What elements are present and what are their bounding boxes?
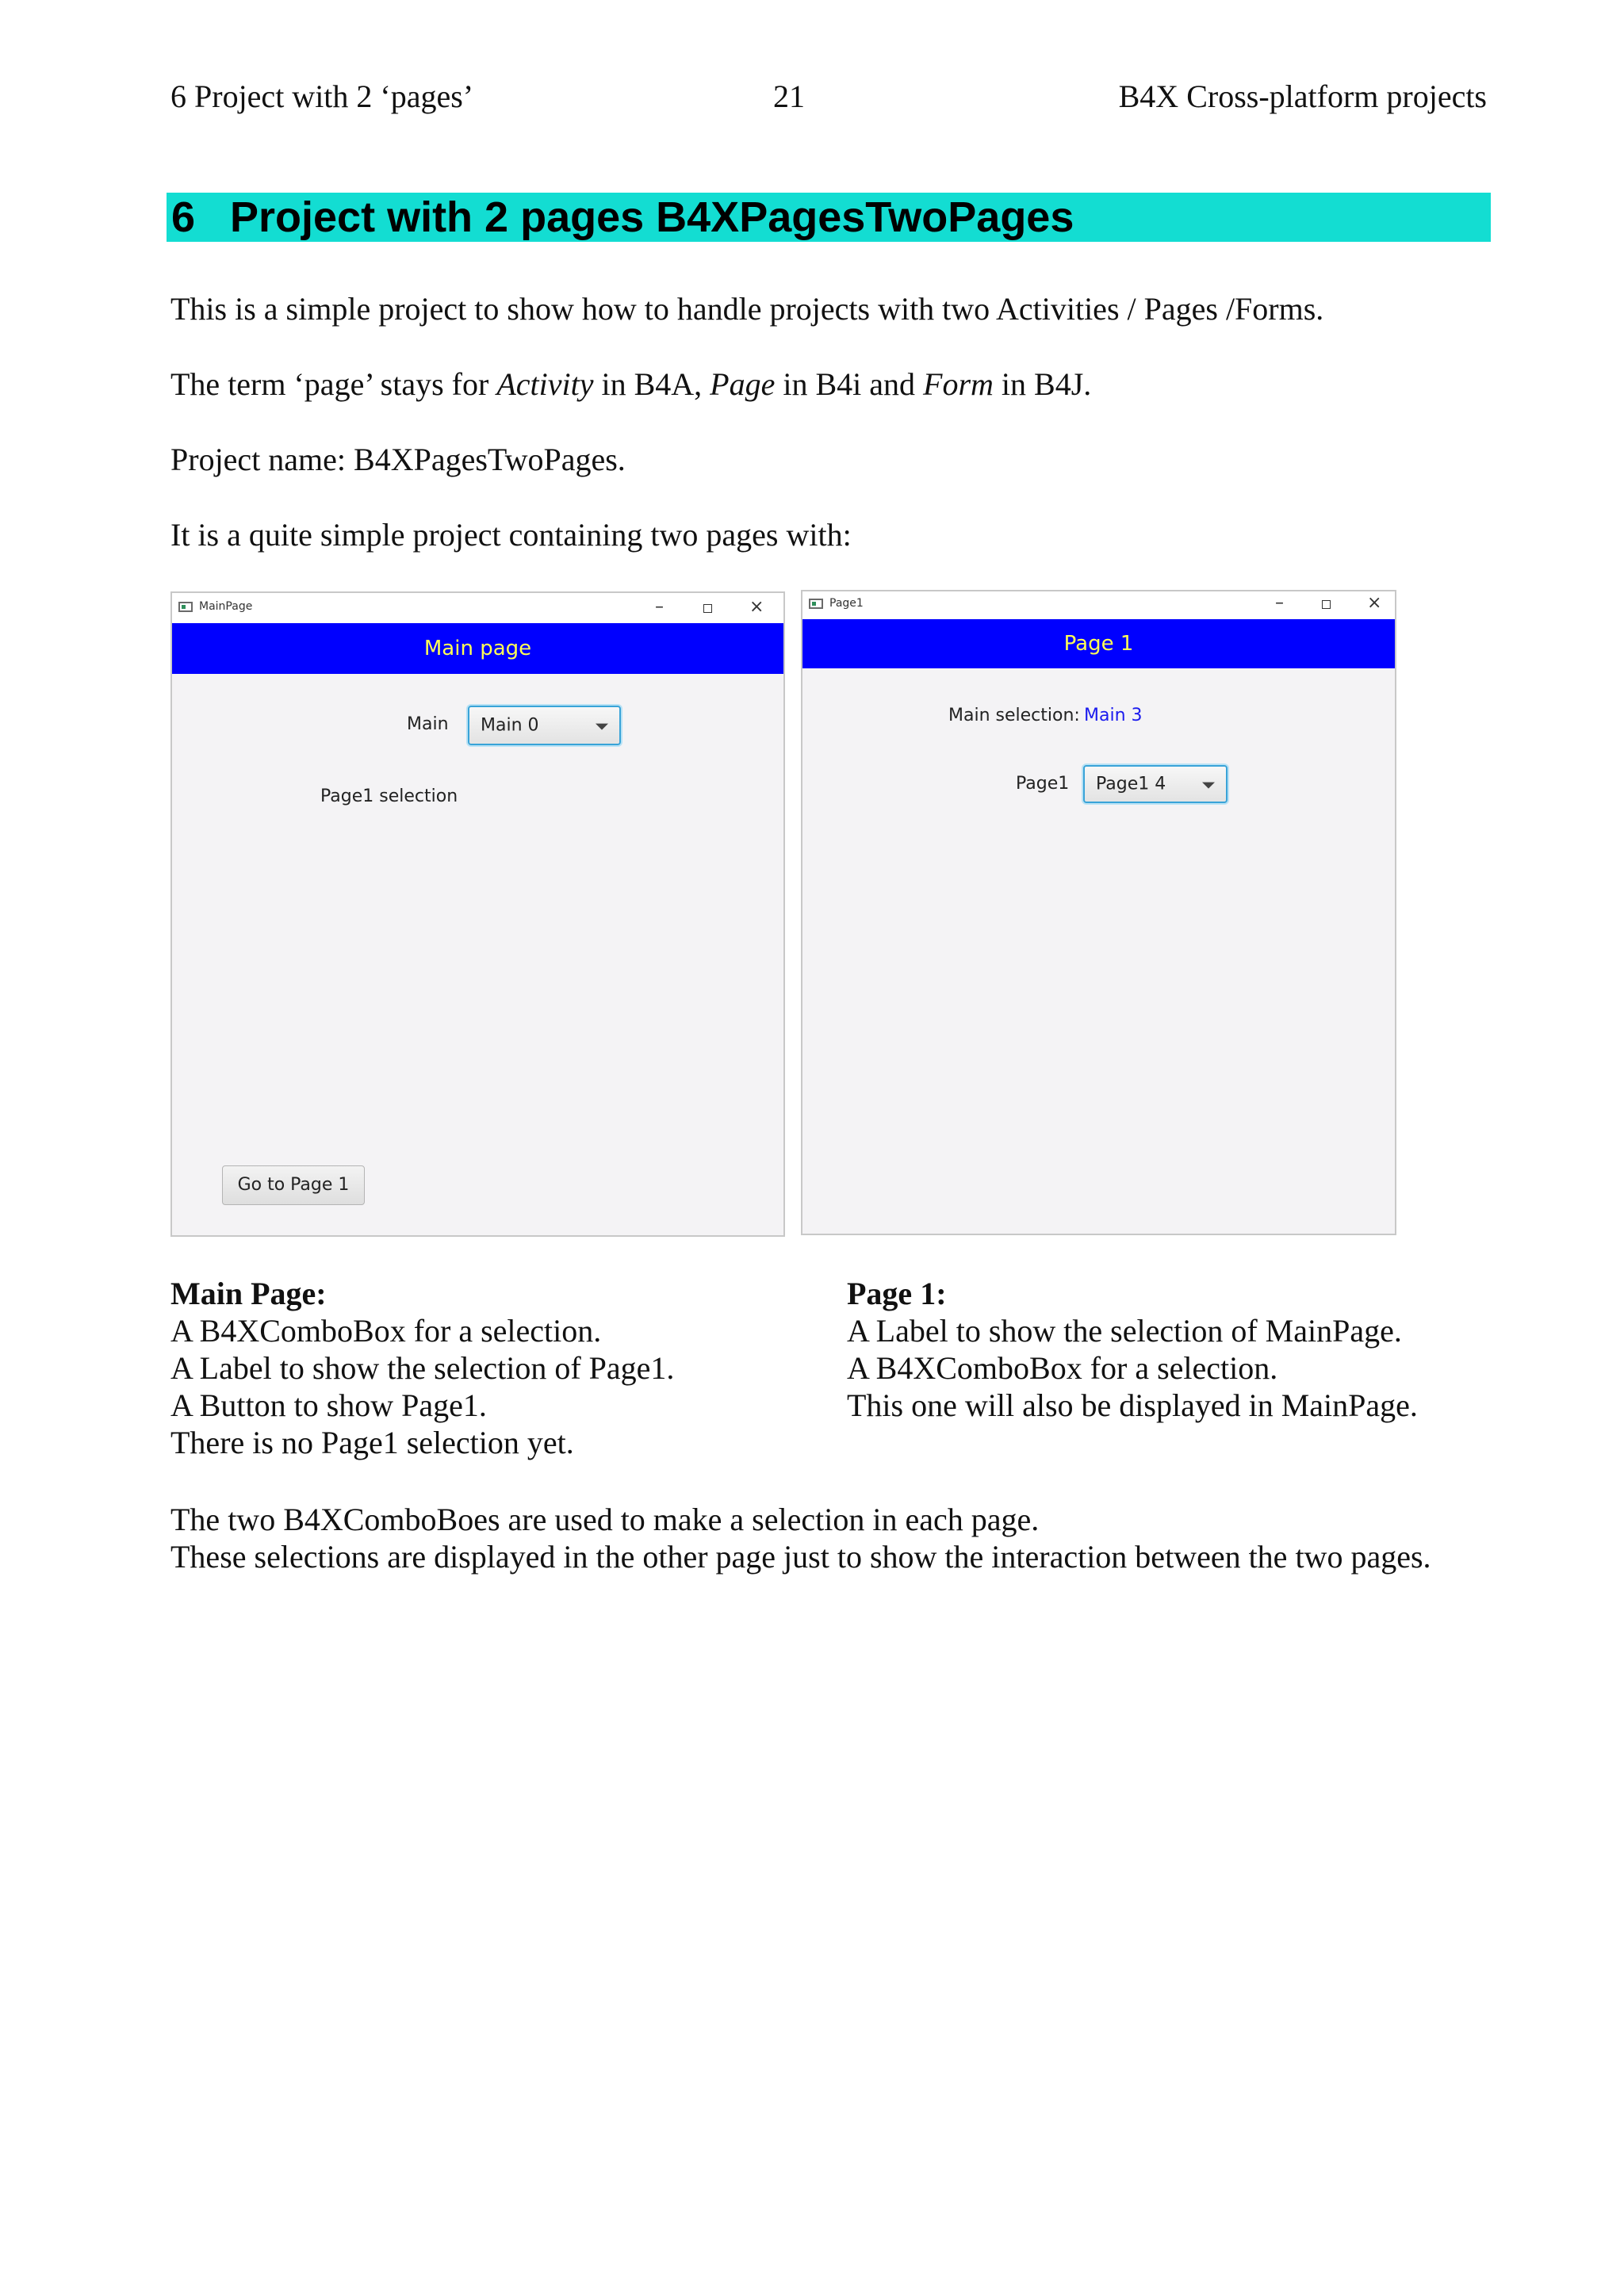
minimize-icon[interactable]: – — [655, 597, 664, 617]
go-to-page1-button[interactable]: Go to Page 1 — [222, 1165, 365, 1205]
main-page-description-title: Main Page: — [170, 1276, 327, 1311]
app-icon — [178, 602, 193, 612]
chevron-down-icon — [596, 724, 608, 730]
main-combo-label: Main — [407, 714, 449, 734]
main-page-description-line: A Button to show Page1. — [170, 1387, 487, 1423]
intro-p2-text-2: in B4A, — [593, 366, 710, 402]
page1-description-line: This one will also be displayed in MainPage. — [847, 1387, 1418, 1423]
main-page-description — [170, 1275, 674, 1461]
chapter-title: Project with 2 pages B4XPagesTwoPages — [230, 193, 1074, 241]
page1-window-titlebar — [802, 591, 1395, 619]
main-page-description-line: A Label to show the selection of Page1. — [170, 1350, 675, 1386]
app-icon — [809, 599, 823, 609]
page1-combo-value: Page1 4 — [1096, 774, 1166, 794]
close-icon[interactable]: × — [749, 597, 764, 617]
page1-description-title: Page 1: — [847, 1276, 947, 1311]
main-window-titlebar — [172, 593, 783, 623]
maximize-icon[interactable] — [703, 604, 712, 613]
page-number: 21 — [773, 78, 805, 114]
page1-app-bar: Page 1 — [802, 619, 1395, 668]
chapter-heading — [167, 193, 1491, 242]
main-page-window — [170, 591, 785, 1237]
main-page-description-line: There is no Page1 selection yet. — [170, 1425, 574, 1460]
page1-description — [847, 1275, 1418, 1424]
project-name-paragraph: Project name: B4XPagesTwoPages. — [170, 442, 626, 477]
minimize-icon[interactable]: – — [1275, 593, 1284, 613]
page1-window — [801, 590, 1396, 1235]
term-page: Page — [710, 366, 776, 402]
main-combobox[interactable] — [468, 706, 621, 745]
page1-combo-label: Page1 — [1016, 774, 1070, 794]
closing-line-2: These selections are displayed in the other page just to show the interaction between the two pages. — [170, 1539, 1431, 1575]
running-header-chapter: 6 Project with 2 ‘pages’ — [170, 78, 474, 114]
intro-paragraph-2 — [170, 365, 1091, 403]
term-activity: Activity — [496, 366, 594, 402]
intro-p2-text-4: in B4J. — [993, 366, 1092, 402]
page1-window-title: Page1 — [829, 597, 864, 610]
intro-p2-text-1: The term ‘page’ stays for — [170, 366, 497, 402]
main-window-title: MainPage — [199, 600, 253, 613]
page1-description-line: A B4XComboBox for a selection. — [847, 1350, 1278, 1386]
close-icon[interactable]: × — [1367, 593, 1382, 613]
term-form: Form — [923, 366, 994, 402]
main-combo-value: Main 0 — [481, 715, 539, 736]
maximize-icon[interactable] — [1322, 600, 1331, 609]
chapter-number: 6 — [171, 193, 196, 241]
main-selection-caption: Main selection: — [948, 706, 1080, 725]
page1-description-line: A Label to show the selection of MainPage. — [847, 1313, 1402, 1349]
running-header-book-title: B4X Cross-platform projects — [1118, 78, 1487, 114]
intro-paragraph-1: This is a simple project to show how to handle projects with two Activities / Pages /Forms. — [170, 291, 1324, 327]
main-selection-value: Main 3 — [1084, 706, 1143, 725]
closing-paragraph — [170, 1501, 1431, 1575]
chevron-down-icon — [1202, 783, 1215, 789]
intro-paragraph-4: It is a quite simple project containing two pages with: — [170, 517, 852, 553]
closing-line-1: The two B4XComboBoes are used to make a selection in each page. — [170, 1502, 1040, 1537]
running-header — [170, 78, 1487, 117]
main-page-description-line: A B4XComboBox for a selection. — [170, 1313, 602, 1349]
page1-combobox[interactable] — [1083, 765, 1228, 803]
main-page-app-bar: Main page — [172, 623, 783, 674]
page1-selection-label: Page1 selection — [320, 786, 458, 806]
intro-p2-text-3: in B4i and — [775, 366, 924, 402]
